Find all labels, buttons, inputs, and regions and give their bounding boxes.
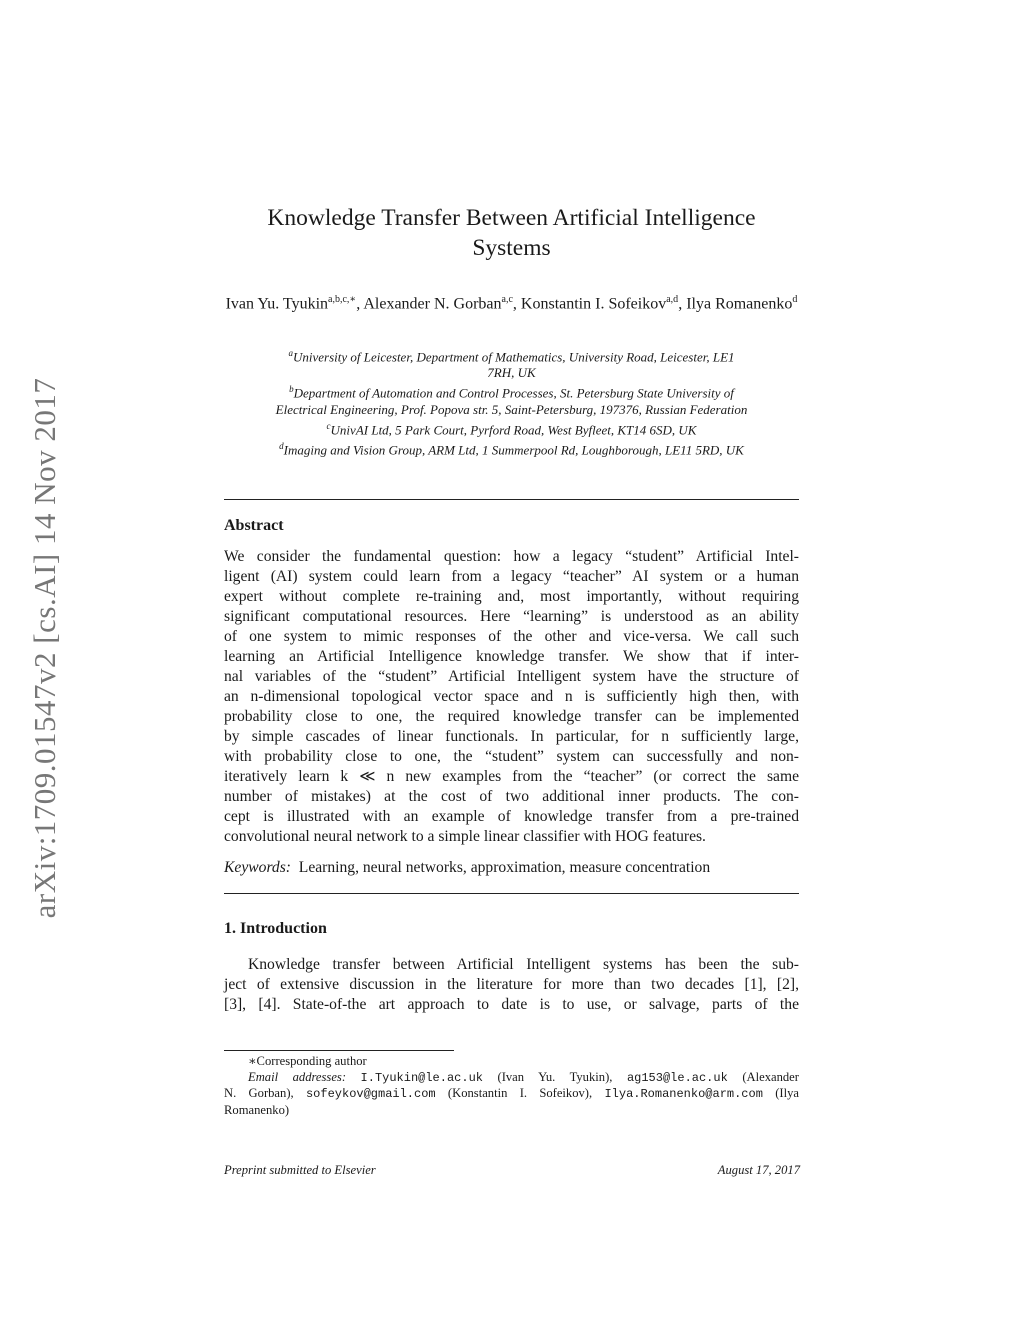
email-owner: (Ivan Yu. Tyukin),: [497, 1069, 613, 1084]
text-line: Knowledge transfer between Artificial Intelligent systems has been the sub-: [248, 956, 799, 973]
paper-title: [224, 203, 799, 263]
text-line: nal variables of the “student” Artificial Intelligent system have the structure of: [224, 668, 799, 685]
affil-sup: c: [326, 420, 331, 431]
footnote: ∗Corresponding author Email addresses: I.Tyukin@le.ac.uk (Ivan Yu. Tyukin), ag153@le.ac.uk (Alexander N. Gorban), sofeykov@gmail.com (Konstantin I. Sofeikov), Ilya.Romanenko@arm.com (Ilya Romanenko): [224, 1054, 799, 1117]
affil-line: Department of Automation and Control Processes, St. Petersburg State University of: [293, 385, 734, 401]
text-line: ligent (AI) system could learn from a legacy “teacher” AI system or a human: [224, 568, 799, 585]
footer-date: August 17, 2017: [717, 1163, 800, 1177]
text-line: We consider the fundamental question: how a legacy “student” Artificial Intel-: [224, 548, 799, 565]
title-line: Systems: [472, 235, 551, 261]
author-name: Konstantin I. Sofeikov: [520, 295, 667, 313]
affil-line: UnivAI Ltd, 5 Park Court, Pyrford Road, West Byfleet, KT14 6SD, UK: [330, 421, 697, 437]
affil-line: Imaging and Vision Group, ARM Ltd, 1 Summerpool Rd, Loughborough, LE11 5RD, UK: [283, 442, 744, 458]
text-line: an n-dimensional topological vector space and n is sufficiently high then, with: [224, 688, 799, 705]
abstract-bottom-rule: [224, 893, 799, 894]
email-link[interactable]: Ilya.Romanenko@arm.com: [604, 1087, 763, 1102]
affil-sup: b: [289, 384, 294, 395]
text-line: number of mistakes) at the cost of two additional inner products. The con-: [224, 788, 799, 805]
affil-sup: a: [288, 348, 293, 358]
keywords-text: Learning, neural networks, approximation, measure concentration: [298, 859, 711, 876]
text-line: iteratively learn k ≪ n new examples from the “teacher” (or correct the same: [224, 768, 799, 785]
email-link[interactable]: I.Tyukin@le.ac.uk: [360, 1070, 483, 1085]
author-sup: a,d: [666, 294, 679, 305]
affil-line: University of Leicester, Department of Mathematics, University Road, Leicester, LE1: [292, 349, 735, 365]
arxiv-stamp: arXiv:1709.01547v2 [cs.AI] 14 Nov 2017: [27, 377, 62, 919]
text-line: of one system to mimic responses of the other and vice-versa. We call such: [224, 628, 799, 645]
email-owner: (Konstantin I. Sofeikov),: [447, 1086, 593, 1101]
affil-line: Electrical Engineering, Prof. Popova str. 5, Saint-Petersburg, 197376, Russian Federation: [275, 401, 748, 417]
author-name: Ilya Romanenko: [686, 295, 793, 313]
author-sup: a,c: [501, 294, 513, 305]
text-line: by simple cascades of linear functionals. In particular, for n sufficiently large,: [224, 728, 799, 745]
text-line: expert without complete re-training and, most importantly, without requiring: [224, 588, 799, 605]
text-line: convolutional neural network to a simple linear classifier with HOG features.: [224, 828, 706, 845]
text-line: learning an Artificial Intelligence knowledge transfer. We show that if inter-: [224, 648, 799, 665]
abstract-heading: Abstract: [224, 517, 284, 534]
email-label: Email addresses:: [248, 1069, 347, 1084]
corresponding-author-note: ∗Corresponding author: [248, 1054, 367, 1068]
intro-body: [224, 955, 799, 1015]
text-line: cept is illustrated with an example of knowledge transfer from a pre-trained: [224, 808, 799, 825]
title-line: Knowledge Transfer Between Artificial Intelligence: [267, 205, 756, 231]
abstract-body: [224, 547, 799, 847]
author-name: Ivan Yu. Tyukin: [225, 295, 329, 313]
keywords: [224, 858, 799, 878]
email-link[interactable]: sofeykov@gmail.com: [305, 1087, 436, 1102]
email-link[interactable]: ag153@le.ac.uk: [626, 1070, 728, 1085]
text-line: with probability close to one, the “student” system can successfully and non-: [224, 748, 799, 765]
author-name: Alexander N. Gorban: [363, 295, 502, 313]
footer-preprint-note: Preprint submitted to Elsevier: [224, 1163, 376, 1177]
affil-sup: d: [279, 440, 284, 451]
text-line: [3], [4]. State-of-the art approach to date is to use, or salvage, parts of the: [224, 996, 799, 1013]
author-sup: a,b,c,∗: [328, 294, 357, 305]
affiliations: [224, 345, 799, 458]
keywords-label: Keywords:: [224, 859, 291, 876]
affil-line: 7RH, UK: [487, 365, 536, 381]
author-list: Ivan Yu. Tyukin$^{a,b,c,∗}$, Alexander N. Gorban$^{a,c}$, Konstantin I. Sofeikov$^{a,d}$, Ilya Romanenko$^d$: [225, 294, 798, 313]
abstract-top-rule: [224, 499, 799, 500]
author-sup: d: [792, 294, 798, 305]
section-heading-introduction: 1. Introduction: [224, 920, 327, 937]
text-line: significant computational resources. Here “learning” is understood as an ability: [224, 608, 799, 625]
footnote-rule: [224, 1050, 454, 1051]
text-line: probability close to one, the required knowledge transfer can be implemented: [224, 708, 799, 725]
text-line: ject of extensive discussion in the literature for more than two decades [1], [2],: [224, 976, 799, 993]
